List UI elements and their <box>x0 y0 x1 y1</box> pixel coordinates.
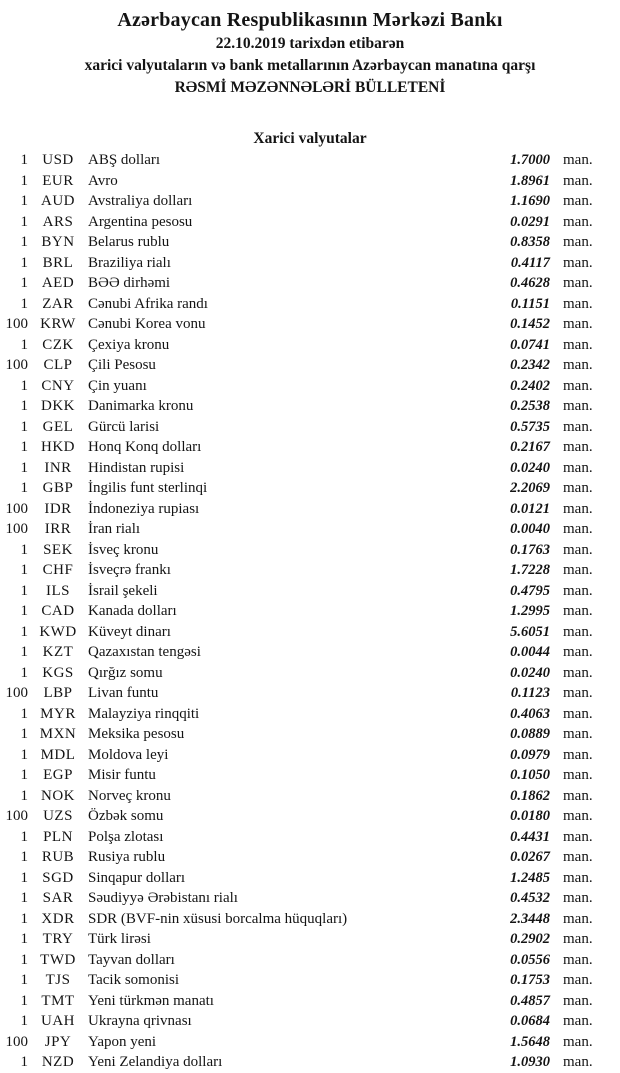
rate-value-cell: 0.4532 <box>510 890 550 906</box>
currency-name-cell: Yeni türkmən manatı <box>88 992 214 1009</box>
rate-value-cell: 0.0889 <box>510 726 550 742</box>
unit-cell: man. <box>563 746 593 763</box>
currency-code-cell: UAH <box>41 1013 75 1029</box>
rate-value-cell: 0.1050 <box>510 767 550 783</box>
quantity-cell: 1 <box>20 193 28 209</box>
unit-cell: man. <box>563 910 593 927</box>
currency-name-cell: Norveç kronu <box>88 787 171 804</box>
currency-name-cell: Gürcü larisi <box>88 418 160 435</box>
rate-value-cell: 1.1690 <box>510 193 550 209</box>
rate-row <box>0 417 620 438</box>
currency-name-cell: Cənubi Afrika randı <box>88 295 208 312</box>
currency-name-cell: Çexiya kronu <box>88 336 170 353</box>
rate-row <box>0 273 620 294</box>
rate-value-cell: 0.0044 <box>510 644 550 660</box>
rate-value-cell: 0.2902 <box>510 931 550 947</box>
currency-name-cell: Braziliya rialı <box>88 254 171 271</box>
unit-cell: man. <box>563 603 593 619</box>
currency-name-cell: ABŞ dolları <box>88 152 161 168</box>
quantity-cell: 1 <box>20 152 28 168</box>
rate-value-cell: 0.1123 <box>510 685 550 701</box>
currency-code-cell: GBP <box>42 480 74 496</box>
currency-name-cell: İsveç kronu <box>88 541 159 558</box>
rate-value-cell: 0.4857 <box>510 992 550 1009</box>
currency-name-cell: Argentina pesosu <box>88 213 193 230</box>
currency-name-cell: Belarus rublu <box>88 234 170 250</box>
currency-code-cell: BRL <box>42 254 74 271</box>
unit-cell: man. <box>563 705 593 722</box>
rate-value-cell: 5.6051 <box>510 623 550 640</box>
quantity-cell: 1 <box>20 398 28 414</box>
currency-code-cell: JPY <box>44 1033 72 1050</box>
currency-name-cell: İngilis funt sterlinqi <box>88 480 208 496</box>
rate-value-cell: 0.1862 <box>510 787 550 804</box>
currency-code-cell: EUR <box>42 172 74 189</box>
rate-value-cell: 1.2485 <box>510 869 550 886</box>
currency-name-cell: Türk lirəsi <box>88 931 151 947</box>
unit-cell: man. <box>563 849 593 865</box>
unit-cell: man. <box>563 357 593 373</box>
quantity-cell: 1 <box>20 213 28 230</box>
quantity-cell: 1 <box>20 726 28 742</box>
quantity-cell: 1 <box>20 787 28 804</box>
rate-value-cell: 1.2995 <box>510 603 550 619</box>
rate-value-cell: 0.4795 <box>510 582 550 599</box>
rate-row <box>0 827 620 848</box>
rate-row <box>0 683 620 704</box>
currency-code-cell: TRY <box>42 931 74 947</box>
currency-code-cell: INR <box>44 459 72 476</box>
currency-code-cell: NOK <box>41 787 75 804</box>
rate-row <box>0 601 620 622</box>
unit-cell: man. <box>563 377 593 394</box>
quantity-cell: 1 <box>20 869 28 886</box>
currency-name-cell: Çin yuanı <box>88 377 147 394</box>
currency-name-cell: Meksika pesosu <box>88 726 185 742</box>
currency-code-cell: AUD <box>41 193 75 209</box>
rate-row <box>0 745 620 766</box>
rate-value-cell: 0.4063 <box>510 705 550 722</box>
rate-value-cell: 0.0040 <box>510 521 550 537</box>
rate-row <box>0 519 620 540</box>
quantity-cell: 1 <box>20 582 28 599</box>
currency-name-cell: Moldova leyi <box>88 746 169 763</box>
unit-cell: man. <box>563 336 593 353</box>
currency-name-cell: SDR (BVF-nin xüsusi borcalma hüquqları) <box>88 910 348 927</box>
currency-code-cell: SEK <box>43 541 73 558</box>
unit-cell: man. <box>563 787 593 804</box>
unit-cell: man. <box>563 1013 593 1029</box>
currency-name-cell: Özbək somu <box>88 808 164 824</box>
unit-cell: man. <box>563 439 593 455</box>
unit-cell: man. <box>563 316 593 332</box>
currency-name-cell: Avro <box>88 172 118 189</box>
rate-row <box>0 540 620 561</box>
rate-row <box>0 663 620 684</box>
currency-code-cell: ZAR <box>42 295 74 312</box>
quantity-cell: 1 <box>20 767 28 783</box>
currency-code-cell: BYN <box>41 234 75 250</box>
rate-value-cell: 1.7000 <box>510 152 550 168</box>
rate-row <box>0 970 620 991</box>
quantity-cell: 1 <box>20 439 28 455</box>
quantity-cell: 1 <box>20 828 28 845</box>
currency-code-cell: RUB <box>41 849 75 865</box>
rate-row <box>0 232 620 253</box>
rate-value-cell: 0.8358 <box>510 234 550 250</box>
rate-value-cell: 0.4628 <box>510 275 550 291</box>
currency-code-cell: LBP <box>43 685 73 701</box>
rate-value-cell: 1.8961 <box>510 172 550 189</box>
currency-code-cell: TJS <box>45 972 71 988</box>
currency-code-cell: KZT <box>42 644 74 660</box>
quantity-cell: 1 <box>20 910 28 927</box>
rate-row <box>0 253 620 274</box>
unit-cell: man. <box>563 1033 593 1050</box>
currency-code-cell: MXN <box>39 726 77 742</box>
quantity-cell: 1 <box>20 254 28 271</box>
currency-code-cell: TWD <box>40 951 76 968</box>
currency-name-cell: Polşa zlotası <box>88 828 164 845</box>
rate-row <box>0 458 620 479</box>
rate-value-cell: 0.0180 <box>510 808 550 824</box>
rate-row <box>0 171 620 192</box>
unit-cell: man. <box>563 254 593 271</box>
currency-code-cell: KRW <box>40 316 76 332</box>
rate-row <box>0 765 620 786</box>
rate-row <box>0 991 620 1012</box>
rate-row <box>0 437 620 458</box>
quantity-cell: 100 <box>5 316 28 332</box>
currency-name-cell: Misir funtu <box>88 767 156 783</box>
rate-value-cell: 0.4117 <box>510 254 550 271</box>
rate-value-cell: 0.0556 <box>510 951 550 968</box>
rate-value-cell: 1.5648 <box>510 1033 550 1050</box>
rate-row <box>0 847 620 868</box>
quantity-cell: 1 <box>20 972 28 988</box>
currency-name-cell: Küveyt dinarı <box>88 623 171 640</box>
quantity-cell: 1 <box>20 1054 28 1070</box>
unit-cell: man. <box>563 480 593 496</box>
quantity-cell: 1 <box>20 931 28 947</box>
currency-code-cell: CNY <box>41 377 75 394</box>
currency-name-cell: Cənubi Korea vonu <box>88 316 206 332</box>
rate-value-cell: 0.4431 <box>510 828 550 845</box>
unit-cell: man. <box>563 767 593 783</box>
currency-code-cell: IDR <box>44 500 72 517</box>
rate-value-cell: 0.1151 <box>510 295 550 312</box>
currency-name-cell: Sinqapur dolları <box>88 869 186 886</box>
rate-row <box>0 581 620 602</box>
rate-row <box>0 355 620 376</box>
quantity-cell: 1 <box>20 336 28 353</box>
currency-code-cell: GEL <box>42 418 74 435</box>
currency-name-cell: BƏƏ dirhəmi <box>88 275 171 291</box>
currency-code-cell: MYR <box>40 705 76 722</box>
rate-value-cell: 0.1753 <box>510 972 550 988</box>
quantity-cell: 100 <box>5 808 28 824</box>
unit-cell: man. <box>563 685 593 701</box>
unit-cell: man. <box>563 418 593 435</box>
rate-row <box>0 724 620 745</box>
effective-date-line: 22.10.2019 tarixdən etibarən <box>215 35 405 52</box>
quantity-cell: 1 <box>20 234 28 250</box>
unit-cell: man. <box>563 828 593 845</box>
unit-cell: man. <box>563 869 593 886</box>
quantity-cell: 1 <box>20 275 28 291</box>
quantity-cell: 100 <box>5 521 28 537</box>
rate-row <box>0 335 620 356</box>
rate-row <box>0 868 620 889</box>
rate-value-cell: 1.0930 <box>510 1054 550 1070</box>
unit-cell: man. <box>563 562 593 578</box>
currency-name-cell: Avstraliya dolları <box>88 193 193 209</box>
currency-name-cell: İran rialı <box>88 521 141 537</box>
currency-code-cell: KWD <box>39 623 77 640</box>
currency-name-cell: Yapon yeni <box>88 1033 157 1050</box>
currency-name-cell: Hindistan rupisi <box>88 459 185 476</box>
rate-row <box>0 642 620 663</box>
currency-name-cell: Malayziya rinqqiti <box>88 705 200 722</box>
currency-code-cell: PLN <box>43 828 73 845</box>
unit-cell: man. <box>563 295 593 312</box>
currency-code-cell: HKD <box>41 439 75 455</box>
quantity-cell: 1 <box>20 623 28 640</box>
rate-row <box>0 191 620 212</box>
rate-value-cell: 0.0291 <box>510 213 550 230</box>
section-title-foreign-currencies: Xarici valyutalar <box>253 130 367 147</box>
unit-cell: man. <box>563 398 593 414</box>
rate-value-cell: 0.5735 <box>510 418 550 435</box>
bulletin-title: RƏSMİ MƏZƏNNƏLƏRİ BÜLLETENİ <box>174 79 446 96</box>
rate-row <box>0 929 620 950</box>
currency-name-cell: Qırğız somu <box>88 664 163 681</box>
unit-cell: man. <box>563 992 593 1009</box>
currency-code-cell: CHF <box>42 562 74 578</box>
currency-name-cell: Səudiyyə Ərəbistanı rialı <box>88 890 238 906</box>
quantity-cell: 1 <box>20 951 28 968</box>
unit-cell: man. <box>563 951 593 968</box>
unit-cell: man. <box>563 664 593 681</box>
unit-cell: man. <box>563 931 593 947</box>
unit-cell: man. <box>563 582 593 599</box>
quantity-cell: 1 <box>20 890 28 906</box>
currency-code-cell: DKK <box>41 398 75 414</box>
currency-name-cell: Danimarka kronu <box>88 398 194 414</box>
currency-name-cell: Honq Konq dolları <box>88 439 202 455</box>
currency-name-cell: Ukrayna qrivnası <box>88 1013 192 1029</box>
scope-line: xarici valyutaların və bank metallarının Azərbaycan manatına qarşı <box>84 57 536 74</box>
rate-value-cell: 0.0240 <box>510 459 550 476</box>
quantity-cell: 1 <box>20 603 28 619</box>
unit-cell: man. <box>563 1054 593 1070</box>
quantity-cell: 100 <box>5 500 28 517</box>
currency-code-cell: AED <box>41 275 75 291</box>
bank-title: Azərbaycan Respublikasının Mərkəzi Bankı <box>117 9 503 31</box>
quantity-cell: 1 <box>20 705 28 722</box>
rate-value-cell: 2.3448 <box>510 910 550 927</box>
currency-name-cell: İsveçrə frankı <box>88 562 171 578</box>
currency-name-cell: İndoneziya rupiası <box>88 500 200 517</box>
bulletin-header <box>0 7 620 99</box>
currency-name-cell: Kanada dolları <box>88 603 177 619</box>
rate-row <box>0 212 620 233</box>
unit-cell: man. <box>563 213 593 230</box>
quantity-cell: 1 <box>20 418 28 435</box>
rate-row <box>0 622 620 643</box>
rate-row <box>0 704 620 725</box>
currency-name-cell: Tayvan dolları <box>88 951 175 968</box>
rate-row <box>0 376 620 397</box>
rate-value-cell: 0.2402 <box>510 377 550 394</box>
rate-value-cell: 0.0267 <box>510 849 550 865</box>
quantity-cell: 1 <box>20 1013 28 1029</box>
rate-row <box>0 396 620 417</box>
exchange-rate-table <box>0 150 620 1073</box>
unit-cell: man. <box>563 234 593 250</box>
quantity-cell: 1 <box>20 459 28 476</box>
quantity-cell: 1 <box>20 541 28 558</box>
quantity-cell: 100 <box>5 357 28 373</box>
currency-code-cell: UZS <box>43 808 73 824</box>
rate-row <box>0 1011 620 1032</box>
unit-cell: man. <box>563 459 593 476</box>
quantity-cell: 1 <box>20 664 28 681</box>
quantity-cell: 1 <box>20 562 28 578</box>
quantity-cell: 100 <box>5 685 28 701</box>
quantity-cell: 1 <box>20 644 28 660</box>
rate-value-cell: 0.2167 <box>510 439 550 455</box>
currency-code-cell: IRR <box>44 521 72 537</box>
currency-name-cell: Yeni Zelandiya dolları <box>88 1054 223 1070</box>
rate-row <box>0 806 620 827</box>
unit-cell: man. <box>563 726 593 742</box>
rate-value-cell: 0.2538 <box>510 398 550 414</box>
currency-code-cell: TMT <box>41 992 75 1009</box>
rate-row <box>0 909 620 930</box>
quantity-cell: 1 <box>20 172 28 189</box>
unit-cell: man. <box>563 972 593 988</box>
unit-cell: man. <box>563 644 593 660</box>
rate-value-cell: 0.1763 <box>510 541 550 558</box>
currency-code-cell: CAD <box>41 603 75 619</box>
rate-row <box>0 294 620 315</box>
unit-cell: man. <box>563 890 593 906</box>
rate-row <box>0 888 620 909</box>
currency-code-cell: CZK <box>42 336 74 353</box>
quantity-cell: 1 <box>20 746 28 763</box>
unit-cell: man. <box>563 193 593 209</box>
currency-code-cell: MDL <box>40 746 76 763</box>
rate-value-cell: 0.0741 <box>510 336 550 353</box>
currency-name-cell: Tacik somonisi <box>88 972 180 988</box>
rate-row <box>0 1032 620 1053</box>
rate-value-cell: 0.1452 <box>510 316 550 332</box>
rate-value-cell: 0.0979 <box>510 746 550 763</box>
rate-row <box>0 1052 620 1073</box>
quantity-cell: 1 <box>20 849 28 865</box>
unit-cell: man. <box>563 500 593 517</box>
rate-row <box>0 950 620 971</box>
currency-code-cell: XDR <box>41 910 75 927</box>
rate-row <box>0 478 620 499</box>
currency-code-cell: KGS <box>42 664 74 681</box>
quantity-cell: 1 <box>20 295 28 312</box>
currency-name-cell: İsrail şekeli <box>88 582 158 599</box>
unit-cell: man. <box>563 172 593 189</box>
currency-code-cell: USD <box>42 152 74 168</box>
rate-value-cell: 0.0684 <box>510 1013 550 1029</box>
currency-code-cell: ILS <box>46 582 70 599</box>
currency-code-cell: CLP <box>43 357 73 373</box>
rate-value-cell: 0.2342 <box>510 357 550 373</box>
quantity-cell: 100 <box>5 1033 28 1050</box>
currency-name-cell: Çili Pesosu <box>88 357 156 373</box>
currency-name-cell: Rusiya rublu <box>88 849 166 865</box>
currency-code-cell: NZD <box>41 1054 75 1070</box>
currency-code-cell: EGP <box>43 767 73 783</box>
rate-row <box>0 499 620 520</box>
rate-value-cell: 2.2069 <box>510 480 550 496</box>
rate-value-cell: 0.0121 <box>510 500 550 517</box>
unit-cell: man. <box>563 275 593 291</box>
currency-code-cell: ARS <box>42 213 74 230</box>
quantity-cell: 1 <box>20 480 28 496</box>
unit-cell: man. <box>563 541 593 558</box>
unit-cell: man. <box>563 152 593 168</box>
unit-cell: man. <box>563 808 593 824</box>
currency-code-cell: SGD <box>42 869 74 886</box>
quantity-cell: 1 <box>20 377 28 394</box>
rate-row <box>0 786 620 807</box>
currency-name-cell: Qazaxıstan tengəsi <box>88 644 201 660</box>
currency-code-cell: SAR <box>42 890 74 906</box>
rate-value-cell: 1.7228 <box>510 562 550 578</box>
rate-value-cell: 0.0240 <box>510 664 550 681</box>
quantity-cell: 1 <box>20 992 28 1009</box>
rate-row <box>0 150 620 171</box>
unit-cell: man. <box>563 521 593 537</box>
unit-cell: man. <box>563 623 593 640</box>
currency-name-cell: Livan funtu <box>88 685 159 701</box>
rate-row <box>0 560 620 581</box>
rate-row <box>0 314 620 335</box>
